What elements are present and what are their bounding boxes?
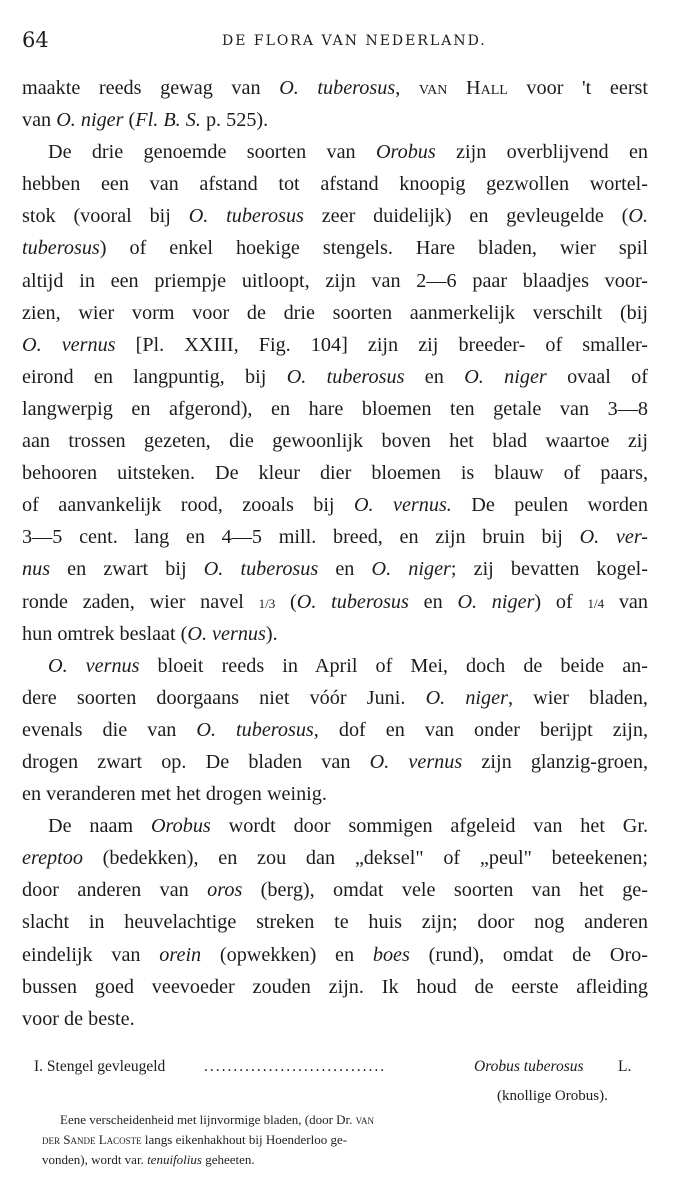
text-line — [22, 906, 648, 938]
text-line — [22, 842, 648, 874]
text-run: wordt door sommigen afgeleid van het Gr. — [210, 815, 649, 838]
text-run: De peulen worden — [451, 494, 648, 517]
text-line — [22, 971, 648, 1003]
text-line — [22, 553, 648, 585]
text-run: voor de beste. — [22, 1007, 135, 1030]
italic-run: Fl. B. S. — [135, 109, 201, 132]
text-run: ovaal of — [546, 365, 648, 388]
text-line — [22, 104, 648, 136]
text-run: behooren uitsteken. De kleur dier bloemen is blauw of paars, — [22, 462, 648, 485]
text-line — [22, 874, 648, 906]
text-run: eirond en langpuntig, bij — [22, 365, 287, 388]
text-line — [22, 232, 648, 264]
text-line — [22, 778, 648, 810]
text-run: altijd in een priempje uitloopt, zijn van 2—6 paar blaadjes voor- — [22, 269, 648, 292]
body-text — [22, 72, 648, 1035]
key-common-name: (knollige Orobus). — [497, 1088, 608, 1104]
text-run: langs eikenhakhout bij Hoenderloo ge- — [141, 1132, 348, 1147]
italic-run: boes — [372, 943, 410, 966]
text-run: p. 525). — [200, 109, 269, 132]
text-run: maakte reeds gewag van — [22, 77, 280, 99]
key-label: I. Stengel gevleugeld — [34, 1058, 166, 1075]
key-leader-dots: ............................... — [204, 1058, 387, 1075]
text-run: drogen zwart op. De bladen van — [22, 750, 370, 773]
text-run: ronde zaden, wier navel — [22, 590, 259, 613]
italic-run: O. niger — [56, 109, 124, 132]
text-run: en — [318, 558, 372, 581]
text-run: ) of enkel hoekige stengels. Hare bladen, wier spil — [99, 237, 648, 260]
text-run: zijn overblijvend en — [435, 141, 649, 164]
italic-run: O. vernus. — [353, 494, 452, 517]
fraction: 1/4 — [587, 595, 605, 611]
text-run: , — [395, 77, 419, 99]
text-run: zien, wier vorm voor de drie soorten aanmerkelijk verschilt (bij — [22, 301, 648, 324]
text-run: en — [404, 365, 465, 388]
text-run: van — [22, 109, 57, 132]
text-line — [22, 650, 648, 682]
italic-run: O. niger — [425, 686, 508, 709]
italic-run: O. tuberosus — [296, 590, 409, 613]
italic-run: tuberosus — [22, 237, 100, 260]
text-line — [22, 72, 648, 104]
text-run: , dof en van onder berijpt zijn, — [313, 718, 649, 741]
small-caps-run: van Hall — [418, 77, 508, 99]
text-run: hebben een van afstand tot afstand knoopig gezwollen wortel- — [22, 173, 648, 196]
text-run: , wier bladen, — [507, 686, 648, 709]
species-key-entry — [34, 1058, 634, 1086]
text-line — [22, 168, 648, 200]
text-run: zijn glanzig-groen, — [462, 750, 648, 773]
text-run: ) of — [534, 590, 588, 613]
text-line — [22, 746, 648, 778]
italic-run: oros — [207, 879, 243, 902]
text-run: van — [604, 590, 648, 613]
text-run: en veranderen met het drogen weinig. — [22, 783, 327, 806]
text-run: en — [408, 590, 458, 613]
text-run: ( — [123, 109, 136, 132]
text-run: ; zij bevatten kogel- — [450, 558, 648, 581]
running-head: DE FLORA VAN NEDERLAND. — [222, 33, 487, 49]
text-run: hun omtrek beslaat ( — [22, 622, 188, 645]
italic-run: O. vernus — [187, 622, 266, 645]
footnote-line — [42, 1110, 512, 1130]
text-run: slacht in heuvelachtige streken te huis zijn; door nog anderen — [22, 911, 648, 934]
small-caps-run: van — [355, 1112, 374, 1127]
text-run: geheeten. — [201, 1152, 255, 1167]
italic-run: O. tuberosus — [196, 718, 314, 741]
text-line — [22, 297, 648, 329]
italic-run: O. niger — [371, 558, 451, 581]
text-run: eindelijk van — [22, 943, 160, 966]
italic-run: Orobus — [150, 815, 211, 838]
text-run: voor 't eerst — [507, 77, 649, 99]
text-run: ). — [265, 622, 278, 645]
italic-run: O. vernus — [22, 333, 116, 356]
text-line — [22, 810, 648, 842]
text-run: (berg), omdat vele soorten van het ge- — [242, 879, 648, 902]
text-line — [22, 714, 648, 746]
page-number: 64 — [22, 28, 49, 52]
text-line — [22, 200, 648, 232]
italic-run: O. tuberosus — [279, 77, 396, 99]
text-run: door anderen van — [22, 879, 208, 902]
text-run: evenals die van — [22, 718, 197, 741]
italic-run: O. tuberosus — [286, 365, 405, 388]
text-line — [22, 361, 648, 393]
text-run: [Pl. XXIII, Fig. 104] zijn zij breeder- of smaller- — [115, 333, 648, 356]
text-run: ( — [275, 590, 297, 613]
text-line — [22, 618, 648, 650]
italic-run: orein — [159, 943, 202, 966]
text-line — [22, 1003, 648, 1035]
key-taxon-author: L. — [618, 1058, 632, 1075]
footnote-line — [42, 1130, 512, 1150]
text-run: De drie genoemde soorten van — [48, 141, 376, 164]
text-run: vonden), wordt var. — [42, 1152, 148, 1167]
page-header — [22, 28, 662, 58]
text-line — [22, 265, 648, 297]
italic-run: O. tuberosus — [188, 205, 304, 228]
text-run: zeer duidelijk) en gevleugelde ( — [303, 205, 629, 228]
fraction: 1/3 — [258, 595, 276, 611]
footnote — [42, 1110, 512, 1170]
italic-run: O. niger — [464, 365, 547, 388]
text-line — [22, 489, 648, 521]
text-run: bloeit reeds in April of Mei, doch de beide an- — [139, 654, 648, 677]
text-run: De naam — [48, 815, 151, 838]
text-line — [22, 939, 648, 971]
text-run: en zwart bij — [50, 558, 204, 581]
text-run: langwerpig en afgerond), en hare bloemen ten getale van 3—8 — [22, 397, 648, 420]
text-line — [22, 682, 648, 714]
italic-run: nus — [22, 558, 51, 581]
italic-run: O. ver- — [579, 526, 648, 549]
italic-run: Orobus — [375, 141, 436, 164]
italic-run: O. niger — [457, 590, 535, 613]
text-run: bussen goed veevoeder zouden zijn. Ik houd de eerste afleiding — [22, 975, 648, 998]
text-run: dere soorten doorgaans niet vóór Juni. — [22, 686, 426, 709]
text-line — [22, 425, 648, 457]
text-run: of aanvankelijk rood, zooals bij — [22, 494, 354, 517]
text-line — [22, 586, 648, 618]
text-run: Eene verscheidenheid met lijnvormige bladen, (door Dr. — [60, 1112, 356, 1127]
italic-run: O. vernus — [369, 750, 463, 773]
text-line — [22, 329, 648, 361]
italic-run: ereptoo — [22, 847, 83, 870]
italic-run: tenuifolius — [147, 1152, 202, 1167]
text-run: (rund), omdat de Oro- — [409, 943, 648, 966]
text-line — [22, 393, 648, 425]
italic-run: O. tuberosus — [203, 558, 319, 581]
text-line — [22, 457, 648, 489]
key-taxon-name: Orobus tuberosus — [474, 1058, 584, 1075]
italic-run: O. — [628, 205, 648, 228]
text-line — [22, 521, 648, 553]
text-run: (opwekken) en — [201, 943, 373, 966]
text-run: stok (vooral bij — [22, 205, 189, 228]
text-run: 3—5 cent. lang en 4—5 mill. breed, en zijn bruin bij — [22, 526, 580, 549]
text-run: aan trossen gezeten, die gewoonlijk boven het blad waartoe zij — [22, 430, 648, 453]
italic-run: O. vernus — [48, 654, 140, 677]
text-line — [22, 136, 648, 168]
small-caps-run: der Sande Lacoste — [42, 1132, 142, 1147]
footnote-line — [42, 1150, 512, 1170]
text-run: (bedekken), en zou dan „deksel" of „peul" beteekenen; — [82, 847, 648, 870]
